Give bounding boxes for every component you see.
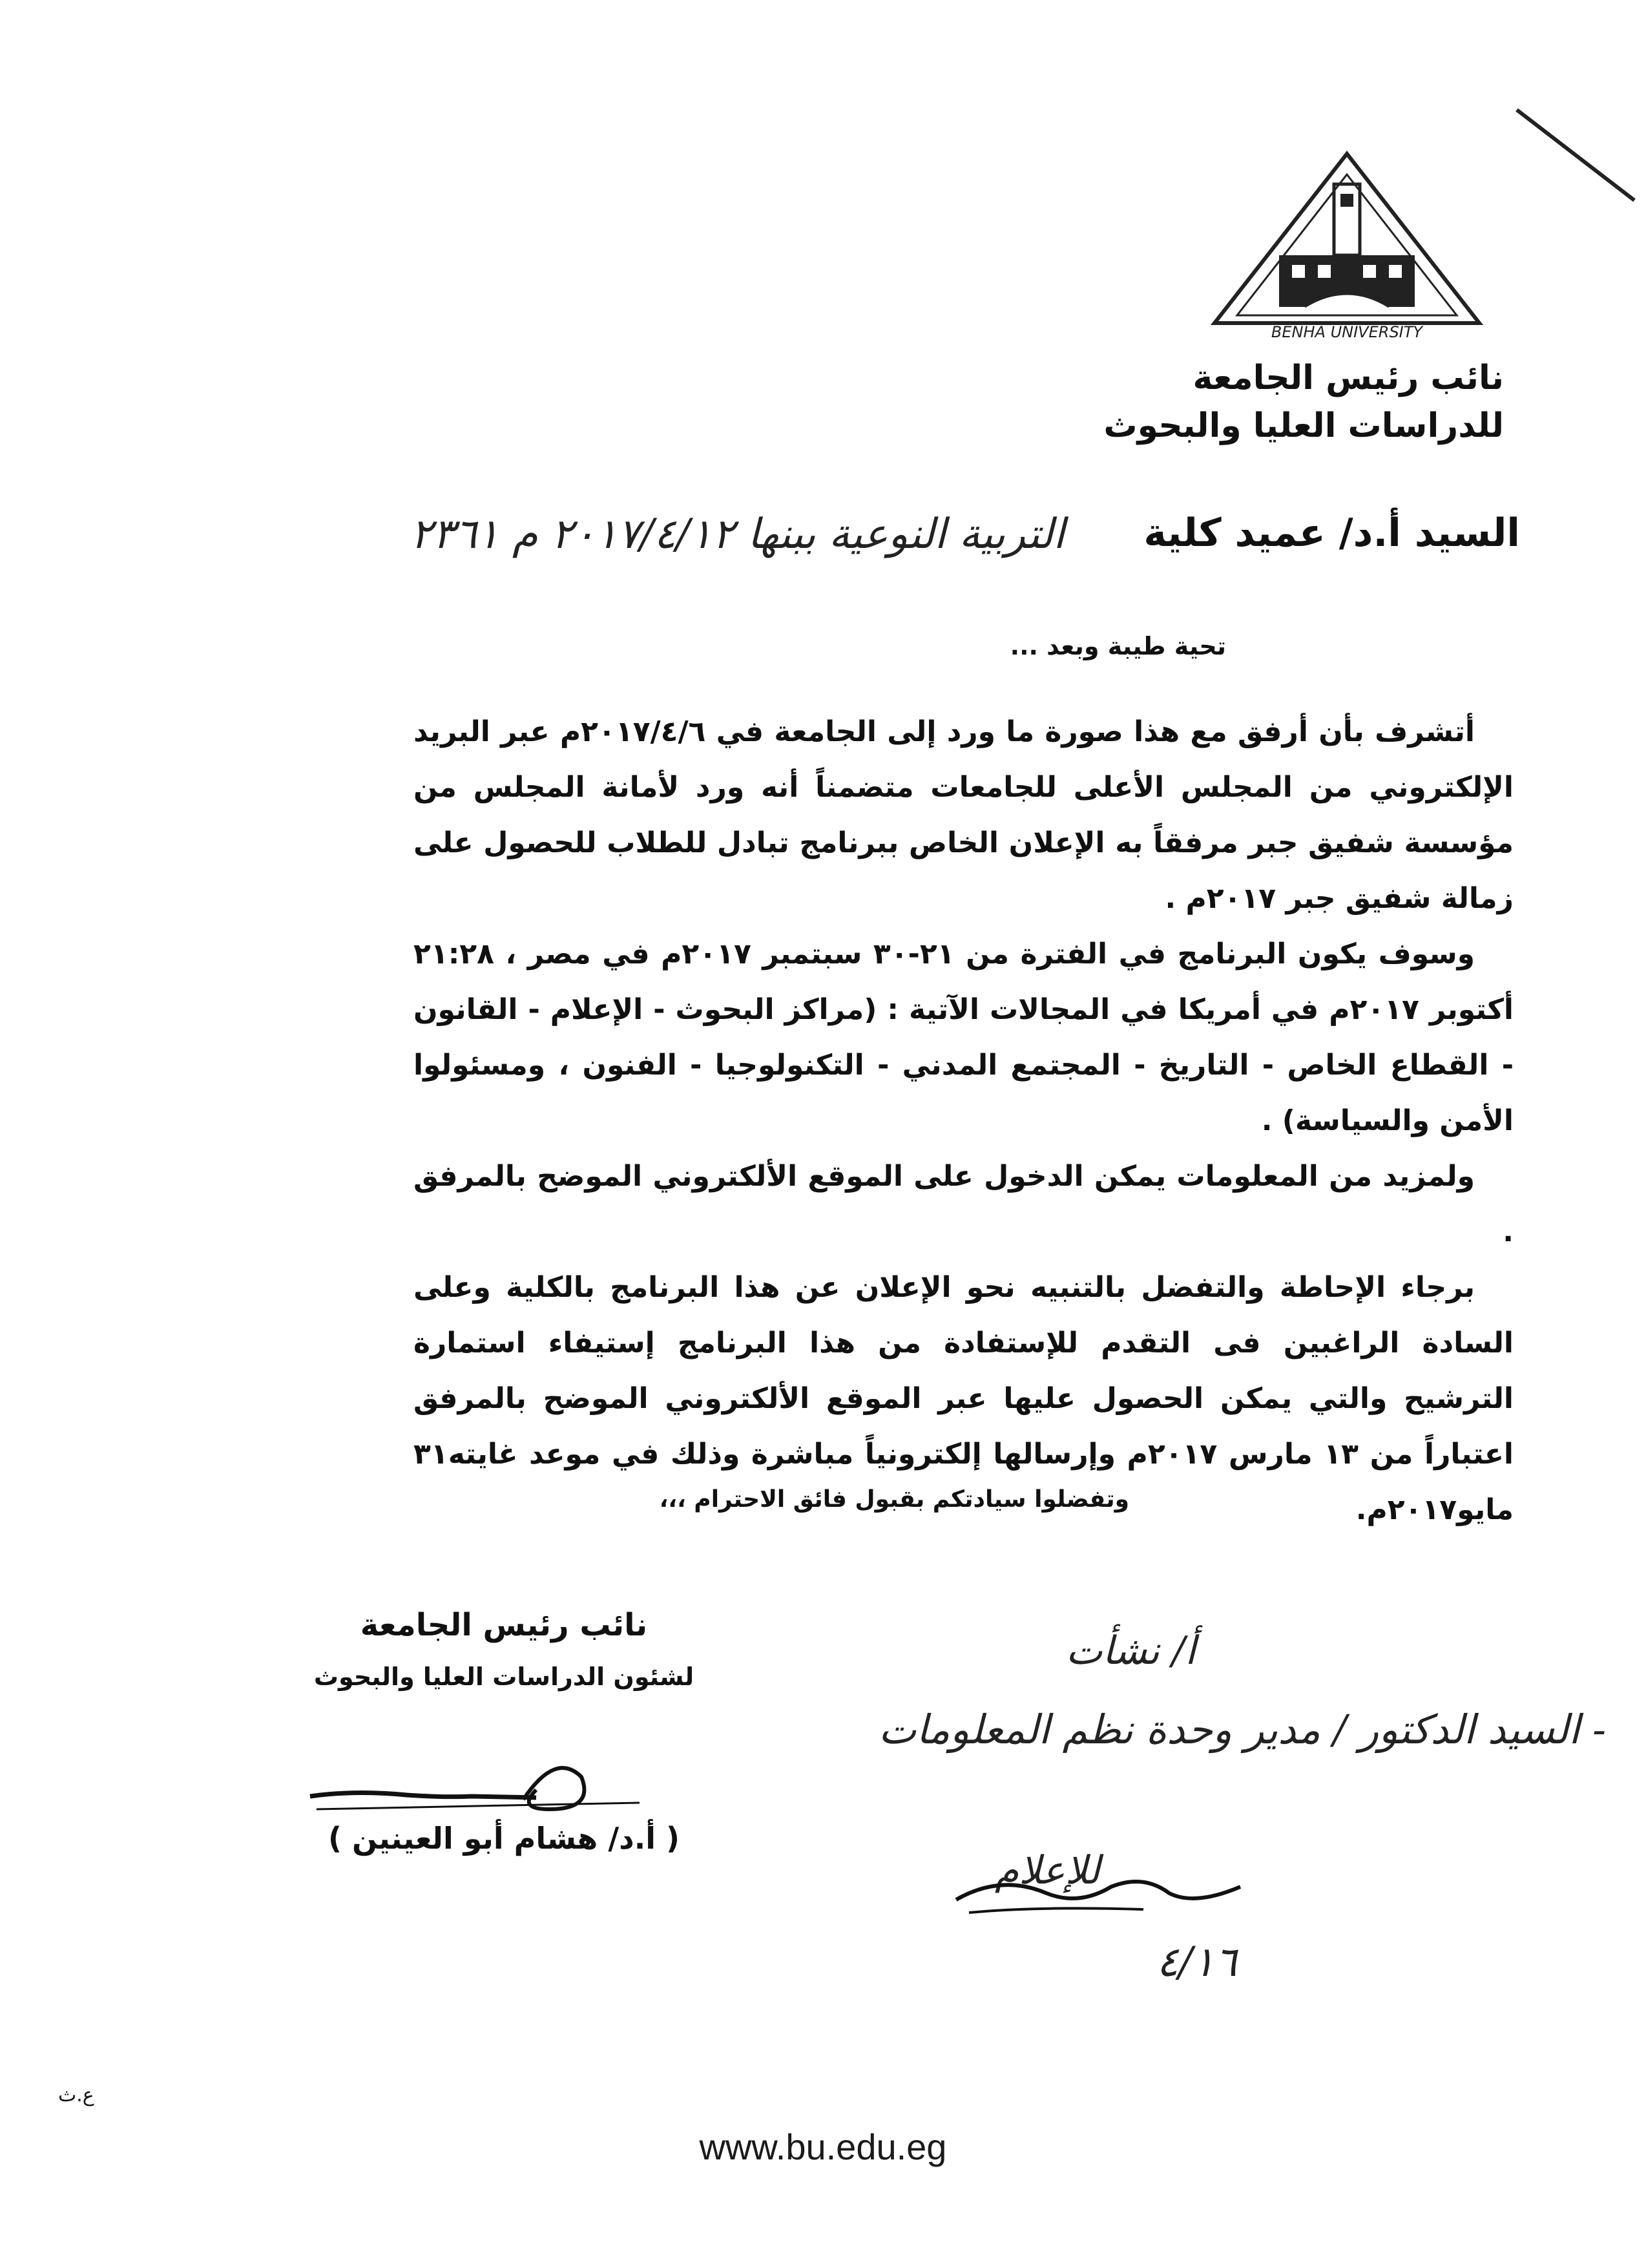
typist-initials: ع.ث — [58, 2084, 94, 2106]
office-line-2: للدراسات العليا والبحوث — [1103, 406, 1504, 445]
handwritten-signature — [304, 1738, 665, 1835]
body-paragraph-1: أتشرف بأن أرفق مع هذا صورة ما ورد إلى الجامعة في ٢٠١٧/٤/٦م عبر البريد الإلكتروني من المجلس الأعلى للجامعات متضمناً أنه ورد لأمانة المجلس من مؤسسة شفيق جبر مرفقاً به الإعلان الخاص ببرنامج تبادل للطلاب للحصول على زمالة شفيق جبر ٢٠١٧م . — [413, 715, 1514, 915]
annotation-line-1: أ/ نشأت — [1066, 1628, 1196, 1674]
logo-text: BENHA UNIVERSITY — [1271, 323, 1423, 341]
signature-subtitle: لشئون الدراسات العليا والبحوث — [313, 1663, 694, 1691]
annotation-date: ٤/١٦ — [1156, 1938, 1237, 1986]
annotation-line-3: للإعلام — [995, 1848, 1100, 1893]
addressee-handwritten: التربية النوعية ببنها ٢٠١٧/٤/١٢ م ٢٣٦١ — [410, 510, 1065, 558]
signature-title: نائب رئيس الجامعة — [360, 1607, 648, 1643]
addressee-printed: السيد أ.د/ عميد كلية — [1143, 510, 1520, 556]
footer-website-link[interactable]: www.bu.edu.eg — [699, 2126, 947, 2167]
scan-mark — [1512, 103, 1641, 207]
greeting: تحية طيبة وبعد ... — [1010, 632, 1226, 660]
office-heading — [1103, 354, 1504, 450]
annotation-line-2: - السيد الدكتور / مدير وحدة نظم المعلومات — [879, 1706, 1607, 1753]
body-paragraph-3: ولمزيد من المعلومات يمكن الدخول على الموقع الألكتروني الموضح بالمرفق . — [413, 1160, 1514, 1248]
body-paragraph-2: وسوف يكون البرنامج في الفترة من ٢١-٣٠ سبتمبر ٢٠١٧م في مصر ، ٢١:٢٨ أكتوبر ٢٠١٧م في أمريكا في المجالات الآتية : (مراكز البحوث - الإعلام - القانون - القطاع الخاص - التاريخ - المجتمع المدني - التكنولوجيا - الفنون ، ومسئولوا الأمن والسياسة) . — [413, 938, 1514, 1137]
office-line-1: نائب رئيس الجامعة — [1193, 359, 1504, 397]
closing-phrase: وتفضلوا سيادتكم بقبول فائق الاحترام ،،، — [659, 1486, 1129, 1513]
university-logo — [1208, 149, 1486, 342]
signatory-name: ( أ.د/ هشام أبو العينين ) — [328, 1821, 680, 1856]
body-paragraph-4: برجاء الإحاطة والتفضل بالتنبيه نحو الإعلان عن هذا البرنامج بالكلية وعلى السادة الراغبين فى التقدم للإستفادة من هذا البرنامج إستيفاء استمارة الترشيح والتي يمكن الحصول عليها عبر الموقع الألكتروني الموضح بالمرفق اعتباراً من ١٣ مارس ٢٠١٧م وإرسالها إلكترونياً مباشرة وذلك في موعد غايته٣١ مايو٢٠١٧م. — [413, 1271, 1514, 1526]
letter-body — [413, 704, 1514, 1538]
